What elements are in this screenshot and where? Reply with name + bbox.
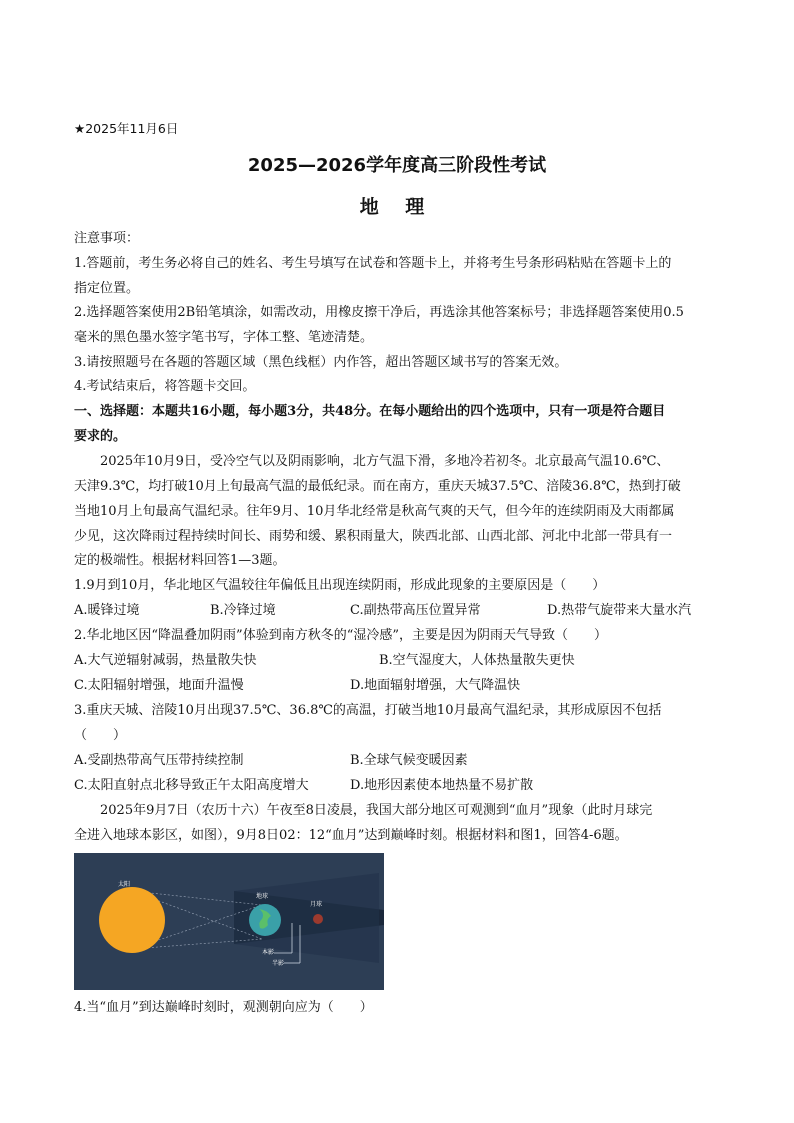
earth-label: 地球	[256, 893, 269, 900]
q2-option-a: A.大气逆辐射减弱，热量散失快	[74, 653, 257, 668]
q1-option-a: A.暖锋过境	[74, 603, 140, 618]
q2-option-d: D.地面辐射增强，大气降温快	[350, 678, 521, 693]
material-paragraph: 定的极端性。根据材料回答1—3题。	[74, 553, 286, 568]
section-heading: 一、选择题：本题共16小题，每小题3分，共48分。在每小题给出的四个选项中，只有一项是符合题目	[74, 404, 666, 419]
q3-option-c: C.太阳直射点北移导致正午太阳高度增大	[74, 778, 309, 793]
q1-option-d: D.热带气旋带来大量水汽	[547, 603, 692, 618]
exam-date: ★2025年11月6日	[74, 121, 179, 136]
q1-option-c: C.副热带高压位置异常	[350, 603, 481, 618]
q3-option-a: A.受副热带高气压带持续控制	[74, 753, 244, 768]
q2-option-c: C.太阳辐射增强，地面升温慢	[74, 678, 244, 693]
notice-item: 指定位置。	[74, 281, 140, 296]
q1-option-b: B.冷锋过境	[210, 603, 276, 618]
notice-heading: 注意事项：	[74, 231, 140, 246]
question-1-stem: 1.9月到10月，华北地区气温较往年偏低且出现连续阴雨，形成此现象的主要原因是（ ）	[74, 578, 606, 593]
question-3-stem: 3.重庆天城、涪陵10月出现37.5℃、36.8℃的高温，打破当地10月最高气温纪录，其形成原因不包括	[74, 703, 662, 718]
notice-item: 毫米的黑色墨水签字笔书写，字体工整、笔迹清楚。	[74, 330, 374, 345]
material-paragraph: 2025年9月7日（农历十六）午夜至8日凌晨，我国大部分地区可观测到“血月”现象（此时月球完	[100, 803, 653, 818]
question-2-stem: 2.华北地区因“降温叠加阴雨”体验到南方秋冬的“湿冷感”，主要是因为阴雨天气导致（ ）	[74, 628, 607, 643]
penumbra-label: 半影	[272, 960, 285, 967]
sun-icon	[99, 887, 165, 953]
material-paragraph: 当地10月上旬最高气温纪录。往年9月、10月华北经常是秋高气爽的天气，但今年的连续阴雨及大雨都属	[74, 504, 675, 519]
subject-title: 地 理	[359, 196, 435, 218]
material-paragraph: 少见，这次降雨过程持续时间长、雨势和缓、累积雨量大，陕西北部、山西北部、河北中北部一带具有一	[74, 529, 673, 544]
material-paragraph: 全进入地球本影区，如图），9月8日02：12“血月”达到巅峰时刻。根据材料和图1，回答4-6题。	[74, 828, 628, 843]
moon-icon	[313, 914, 323, 924]
material-paragraph: 2025年10月9日，受冷空气以及阴雨影响，北方气温下滑，多地冷若初冬。北京最高气温10.6℃、	[100, 454, 670, 469]
umbra-label: 本影	[262, 949, 275, 956]
exam-title: 2025—2026学年度高三阶段性考试	[247, 155, 547, 176]
question-4-stem: 4.当“血月”到达巅峰时刻时，观测朝向应为（ ）	[74, 1000, 373, 1015]
question-3-blank: （ ）	[74, 728, 127, 743]
q3-option-b: B.全球气候变暖因素	[350, 753, 468, 768]
moon-label: 月球	[310, 901, 323, 908]
notice-item: 1.答题前，考生务必将自己的姓名、考生号填写在试卷和答题卡上，并将考生号条形码粘贴在答题卡上的	[74, 256, 672, 271]
material-paragraph: 天津9.3℃，均打破10月上旬最高气温的最低纪录。而在南方，重庆天城37.5℃、涪陵36.8℃，热到打破	[74, 479, 681, 494]
notice-item: 3.请按照题号在各题的答题区域（黑色线框）内作答，超出答题区域书写的答案无效。	[74, 355, 568, 370]
sun-label: 太阳	[118, 881, 131, 888]
section-heading: 要求的。	[74, 429, 127, 444]
lunar-eclipse-diagram	[74, 853, 384, 990]
q2-option-b: B.空气湿度大，人体热量散失更快	[379, 653, 575, 668]
q3-option-d: D.地形因素使本地热量不易扩散	[350, 778, 534, 793]
notice-item: 4.考试结束后，将答题卡交回。	[74, 379, 256, 394]
notice-item: 2.选择题答案使用2B铅笔填涂，如需改动，用橡皮擦干净后，再选涂其他答案标号；非选择题答案使用0.5	[74, 305, 684, 320]
